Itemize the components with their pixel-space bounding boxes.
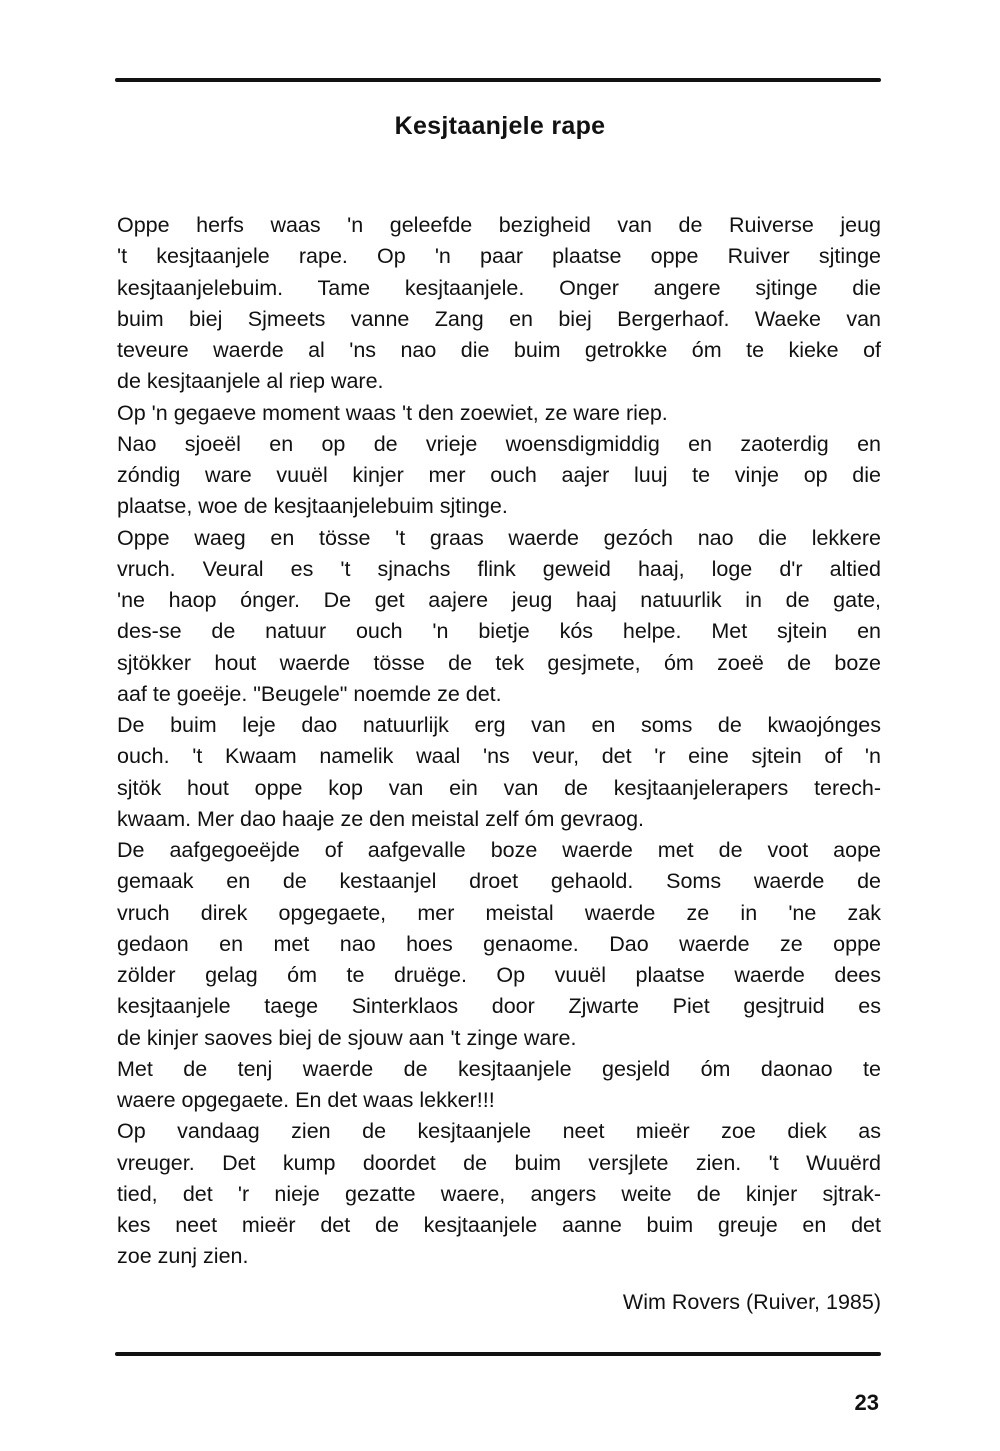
author-signature: Wim Rovers (Ruiver, 1985) bbox=[622, 1290, 881, 1314]
text-line: Op 'n gegaeve moment waas 't den zoewiet, ze ware riep. bbox=[117, 400, 668, 425]
paragraph bbox=[117, 1054, 881, 1117]
text-line: waere opgegaete. En det waas lekker!!! bbox=[117, 1088, 495, 1112]
text-line: Op vandaag zien de kesjtaanjele neet mieër zoe diek as bbox=[117, 1119, 881, 1144]
text-line: Nao sjoeël en op de vrieje woensdigmiddig en zaoterdig en bbox=[117, 431, 881, 456]
paragraph bbox=[117, 429, 881, 523]
text-line: gedaon en met nao hoes genaome. Dao waerde ze oppe bbox=[117, 931, 881, 956]
text-line: des-se de natuur ouch 'n bietje kós helpe. Met sjtein en bbox=[117, 619, 881, 644]
text-line: De buim leje dao natuurlijk erg van en soms de kwaojónges bbox=[117, 713, 881, 737]
text-line: vruch direk opgegaete, mer meistal waerde ze in 'ne zak bbox=[117, 900, 881, 925]
text-line: de kinjer saoves biej de sjouw aan 't zinge ware. bbox=[117, 1025, 577, 1050]
bottom-rule bbox=[115, 1352, 881, 1356]
page-title: Kesjtaanjele rape bbox=[394, 112, 606, 140]
text-line: vreuger. Det kump doordet de buim versjlete zien. 't Wuuërd bbox=[117, 1150, 881, 1175]
text-line: Oppe waeg en tösse 't graas waerde gezóch nao die lekkere bbox=[117, 525, 881, 550]
article-body bbox=[117, 210, 881, 1273]
text-line: teveure waerde al 'ns nao die buim getrokke óm te kieke of bbox=[117, 338, 881, 362]
text-line: zölder gelag óm te druëge. Op vuuël plaatse waerde dees bbox=[117, 963, 881, 987]
paragraph bbox=[117, 710, 881, 835]
text-line: aaf te goeëje. "Beugele" noemde ze det. bbox=[117, 681, 502, 706]
text-line: buim biej Sjmeets vanne Zang en biej Bergerhaof. Waeke van bbox=[117, 306, 881, 331]
text-line: Oppe herfs waas 'n geleefde bezigheid van de Ruiverse jeug bbox=[117, 213, 881, 237]
top-rule bbox=[115, 78, 881, 82]
text-line: De aafgegoeëjde of aafgevalle boze waerde met de voot aope bbox=[117, 838, 881, 862]
text-line: zoe zunj zien. bbox=[117, 1244, 249, 1269]
text-line: tied, det 'r nieje gezatte waere, angers weite de kinjer sjtrak- bbox=[117, 1181, 881, 1206]
text-line: 't kesjtaanjele rape. Op 'n paar plaatse oppe Ruiver sjtinge bbox=[117, 244, 881, 269]
text-line: 'ne haop ónger. De get aajere jeug haaj natuurlik in de gate, bbox=[117, 588, 881, 612]
text-line: kesjtaanjele taege Sinterklaos door Zjwarte Piet gesjtruid es bbox=[117, 994, 881, 1019]
paragraph bbox=[117, 523, 881, 711]
text-line: kesjtaanjelebuim. Tame kesjtaanjele. Onger angere sjtinge die bbox=[117, 275, 881, 300]
text-line: vruch. Veural es 't sjnachs flink geweid haaj, loge d'r altied bbox=[117, 556, 881, 581]
text-line: de kesjtaanjele al riep ware. bbox=[117, 369, 384, 394]
page-number: 23 bbox=[854, 1390, 879, 1415]
paragraph bbox=[117, 210, 881, 398]
text-line: zóndig ware vuuël kinjer mer ouch aajer luuj te vinje op die bbox=[117, 463, 881, 487]
paragraph bbox=[117, 1116, 881, 1272]
text-line: gemaak en de kestaanjel droet gehaold. Soms waerde de bbox=[117, 869, 881, 894]
text-line: Met de tenj waerde de kesjtaanjele gesjeld óm daonao te bbox=[117, 1056, 881, 1081]
text-line: sjtök hout oppe kop van ein van de kesjtaanjelerapers terech- bbox=[117, 775, 881, 800]
text-line: plaatse, woe de kesjtaanjelebuim sjtinge. bbox=[117, 494, 508, 519]
text-line: sjtökker hout waerde tösse de tek gesjmete, óm zoeë de boze bbox=[117, 650, 881, 675]
text-line: kes neet mieër det de kesjtaanjele aanne buim greuje en det bbox=[117, 1213, 881, 1237]
text-line: kwaam. Mer dao haaje ze den meistal zelf óm gevraog. bbox=[117, 806, 645, 831]
paragraph bbox=[117, 398, 881, 429]
paragraph bbox=[117, 835, 881, 1054]
text-line: ouch. 't Kwaam namelik waal 'ns veur, det 'r eine sjtein of 'n bbox=[117, 744, 881, 769]
